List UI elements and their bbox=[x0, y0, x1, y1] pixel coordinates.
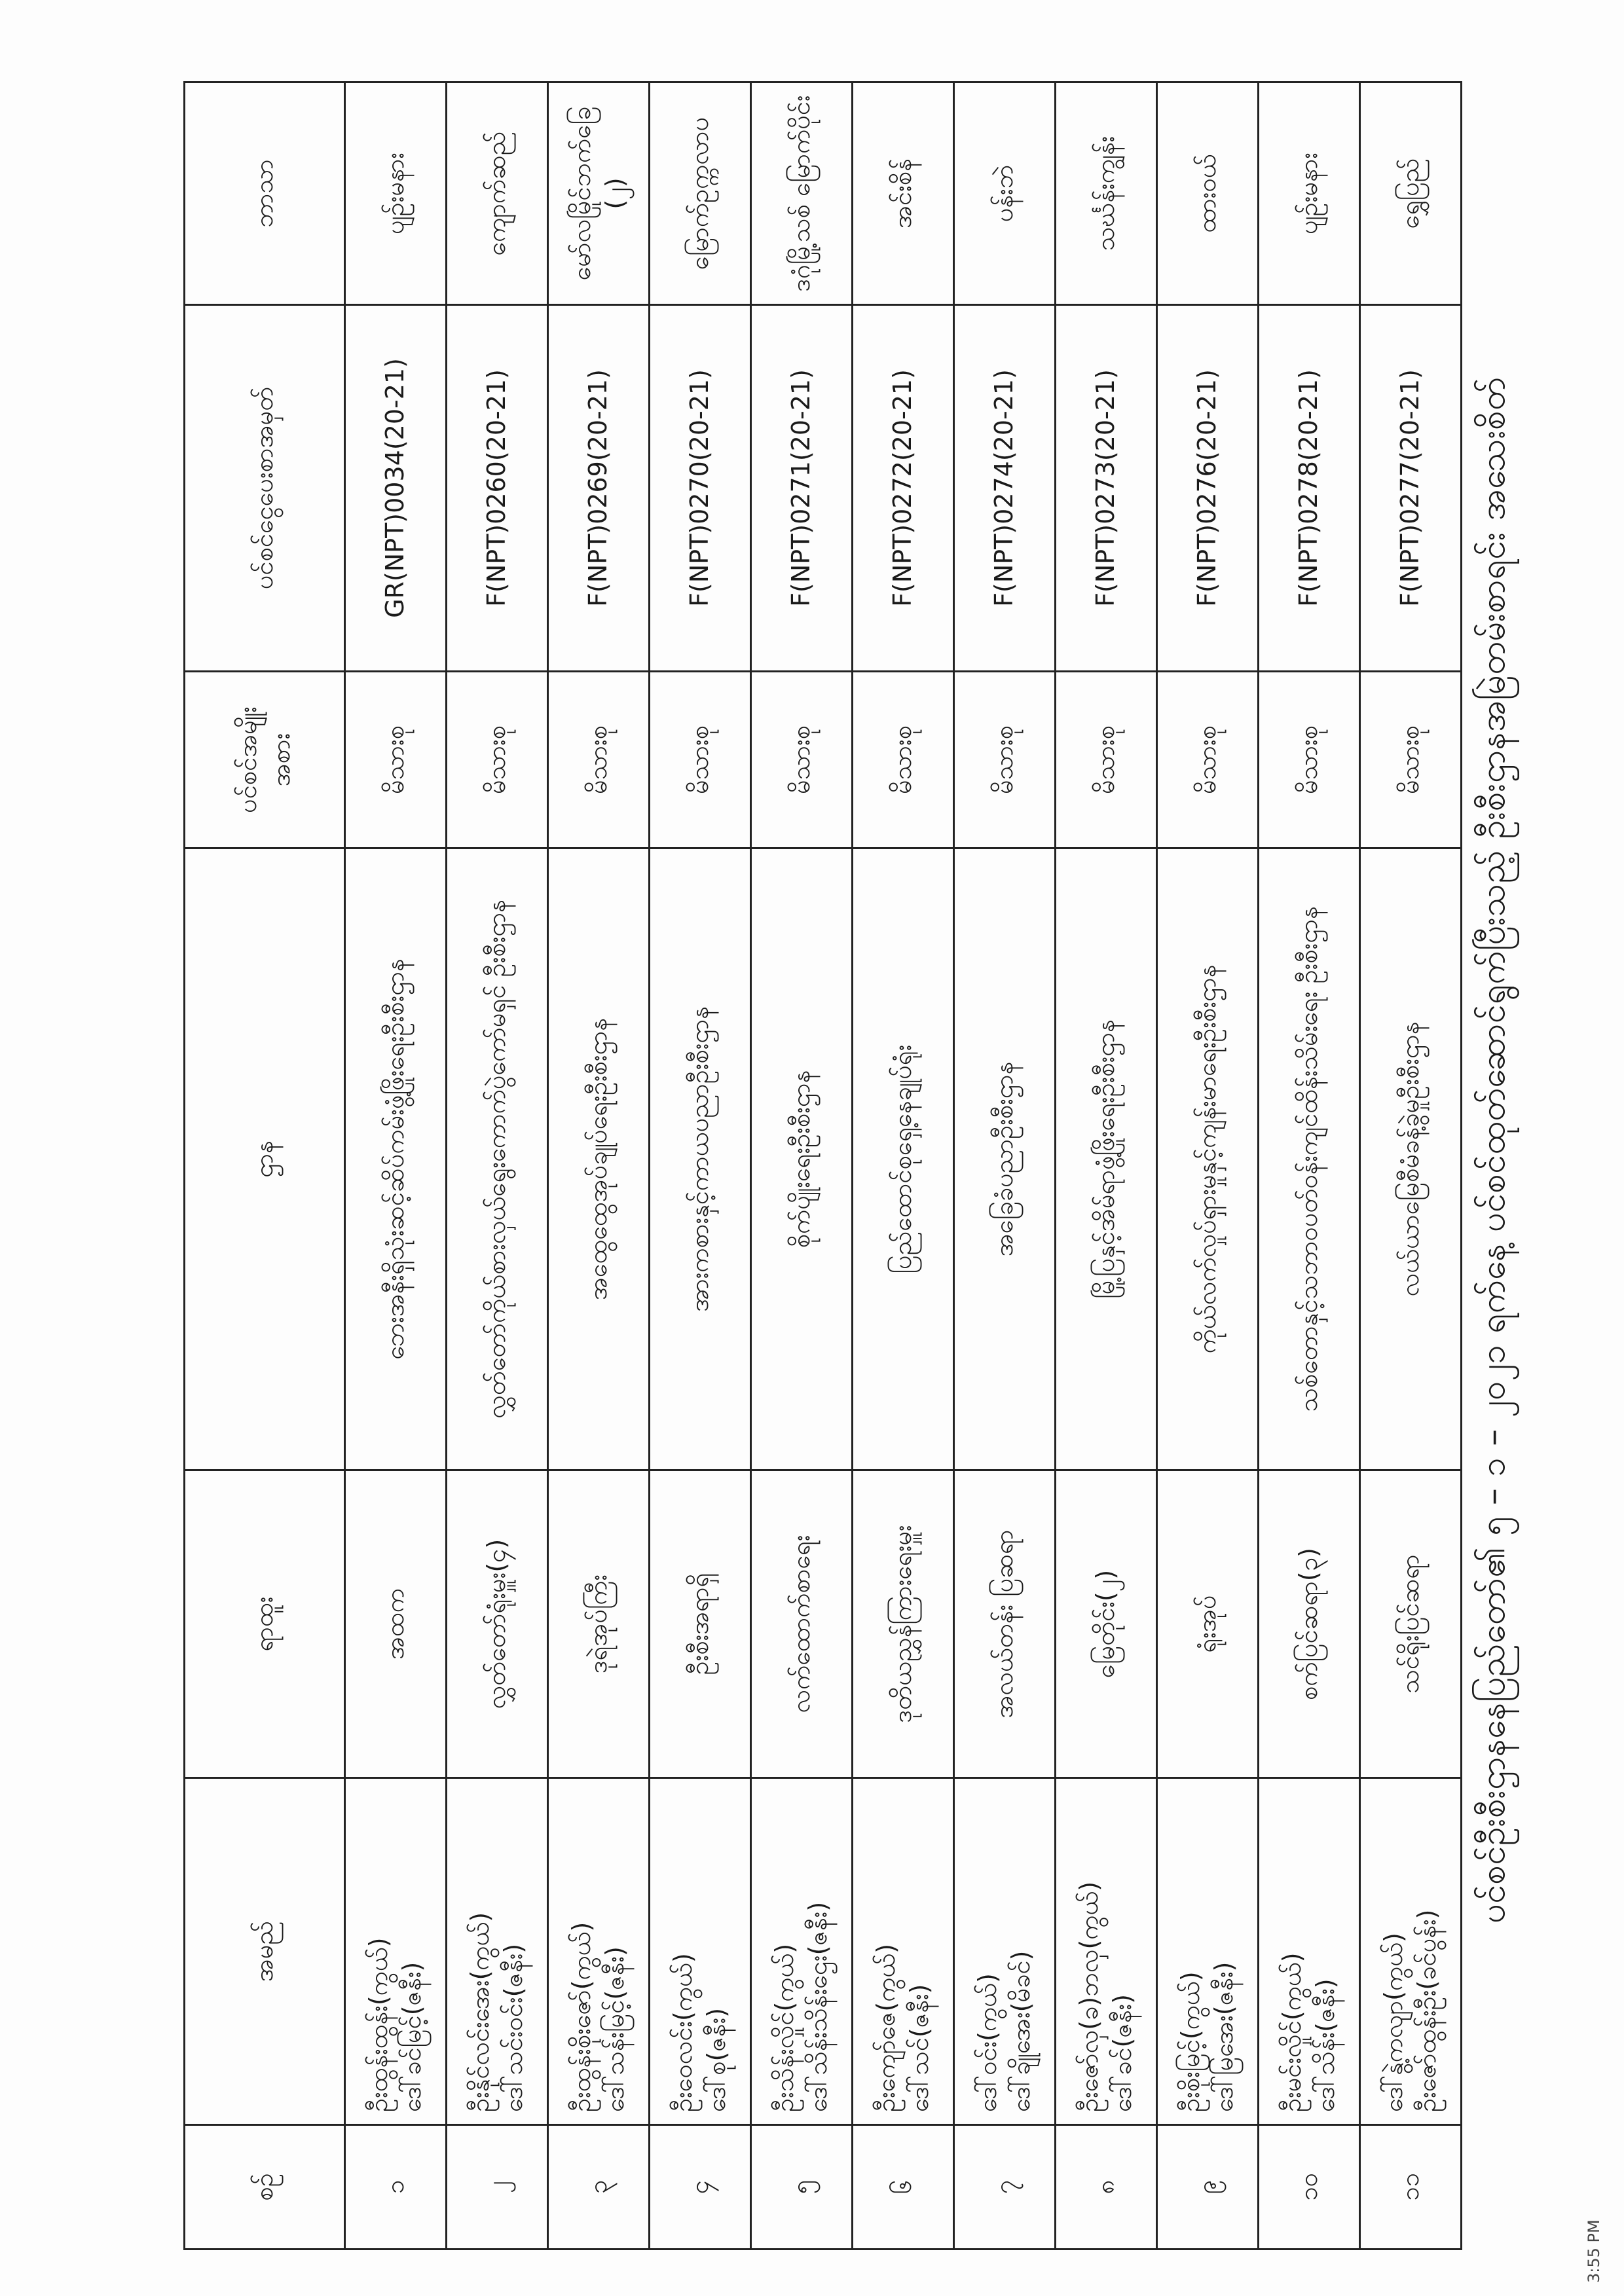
table-row bbox=[1259, 82, 1360, 2250]
cell-subject: မော်လမြိုင်ဘက်ခြေ (၂) bbox=[548, 82, 650, 305]
table-row bbox=[853, 82, 954, 2250]
name-line-1: ဦးထွန်းထွန်း(ကွယ်) bbox=[363, 1937, 393, 2112]
cell-no: ၃ bbox=[548, 2125, 650, 2250]
name-line-2: ဒေါ်သင်းဝင်း(ဇနီး) bbox=[499, 1943, 528, 2112]
cell-position: လွှတ်တော်ရုံးမှူး(၄) bbox=[447, 1470, 548, 1778]
cell-position: လက်ထောက်စာရေး bbox=[751, 1470, 853, 1778]
cell-position: စက်ပြင်ဆရာ(၃) bbox=[1259, 1470, 1360, 1778]
cell-name bbox=[447, 1778, 548, 2125]
name-line-1: ဦးဇော်လှ(ခ)ဘလှ(ကွယ်) bbox=[1074, 1881, 1103, 2112]
cell-school: အထွေထွေအုပ်ချုပ်ရေးဦးစီးဌာန bbox=[548, 848, 650, 1470]
header-name: အမည် bbox=[185, 1778, 345, 2125]
cell-type: မိသားစု bbox=[1360, 672, 1462, 848]
cell-cert: F(NPT)0271(20-21) bbox=[751, 305, 853, 672]
cell-name bbox=[548, 1778, 650, 2125]
name-line-1: ဦးနိုင်လင်းအေး(ကွယ်) bbox=[465, 1912, 494, 2112]
cell-subject: အင်းစိန် bbox=[853, 82, 954, 305]
name-line-2: ဒေါ်ချိုအေး(မိခင်) bbox=[1006, 1950, 1035, 2112]
cell-school: ကိုယ်လက်လှုပ်ရှားမှုနှင့်ကျန်းမာရေးဦးစီးဌာန bbox=[1157, 848, 1259, 1470]
cell-no: ၈ bbox=[1056, 2125, 1157, 2250]
cell-type: မိသားစု bbox=[1056, 672, 1157, 848]
cell-type: မိသားစု bbox=[1157, 672, 1259, 848]
cell-cert: GR(NPT)0034(20-21) bbox=[345, 305, 447, 672]
header-cert: ပင်စင်ငွေပေးစာအမှတ် bbox=[185, 305, 345, 672]
document-title: ပင်စင်ဦးစီးဌာနနေပြည်တော်၏ ၅ – ၁ – ၂၀၂၁ ရက်နေ့ ပင်စင်ထုတ်ဆောင်ရွက်ပြီးသည့် ဦးစီးဌာနအမြဲတမ်းစာရင်း အသေးစိတ် bbox=[1473, 376, 1513, 1924]
name-line-1: ဒေါ်ဝင်း(ကွယ်) bbox=[972, 1973, 1002, 2112]
table-row bbox=[548, 82, 650, 2250]
cell-subject: ကျောက်ဆည် bbox=[447, 82, 548, 305]
name-line-1: ဦးထွန်းစိုးဇော်(ကွယ်) bbox=[566, 1922, 596, 2112]
header-type: ပင်စင်အမျိုးအစား bbox=[185, 672, 345, 848]
cell-position: ရုံးအုပ် bbox=[1157, 1470, 1259, 1778]
cell-position: သင်ရိုးပြင်ဆရာ bbox=[1360, 1470, 1462, 1778]
cell-name bbox=[345, 1778, 447, 2125]
cell-name bbox=[954, 1778, 1056, 2125]
cell-no: ၄ bbox=[650, 2125, 751, 2250]
cell-subject: ရွှေပြည် bbox=[1360, 82, 1462, 305]
cell-cert: F(NPT)0277(20-21) bbox=[1360, 305, 1462, 672]
name-line-2: ဒေါ်သန်းမြင့်(ဇနီး) bbox=[600, 1946, 629, 2112]
cell-name bbox=[1259, 1778, 1360, 2125]
table-row bbox=[1157, 82, 1259, 2250]
cell-position: အလယ်တန်း ပြဆရာ bbox=[954, 1470, 1056, 1778]
table-row bbox=[1360, 82, 1462, 2250]
name-line-2: ဒေါ်မြအေး(ဇနီး) bbox=[1209, 1961, 1238, 2112]
cell-cert: F(NPT)0270(20-21) bbox=[650, 305, 751, 672]
cell-type: မိသားစု bbox=[853, 672, 954, 848]
print-timestamp: 3:55 PM bbox=[1585, 2219, 1603, 2283]
header-school: ဌာန bbox=[185, 848, 345, 1470]
cell-no: ၆ bbox=[853, 2125, 954, 2250]
cell-name bbox=[853, 1778, 954, 2125]
table-header-row bbox=[185, 82, 345, 2250]
cell-school: လယ်ယာမြေစီမံခန့်ခွဲမှုဦးစီးဌာန bbox=[1360, 848, 1462, 1470]
cell-subject: မြောက်ဥက္ကလာပ bbox=[650, 82, 751, 305]
name-line-1: ဦးစိုးမြင့်(ကွယ်) bbox=[1175, 1971, 1205, 2112]
table-row bbox=[1056, 82, 1157, 2250]
cell-name bbox=[1360, 1778, 1462, 2125]
cell-no: ၅ bbox=[751, 2125, 853, 2250]
cell-type: မိသားစု bbox=[447, 672, 548, 848]
cell-subject: ပျဉ်းမနား bbox=[345, 82, 447, 305]
cell-school: ပြည်ထောင်စုရှေ့နေချုပ်ရုံး bbox=[853, 848, 954, 1470]
table-row bbox=[751, 82, 853, 2250]
cell-no: ၂ bbox=[447, 2125, 548, 2250]
table-row bbox=[345, 82, 447, 2250]
header-subject: ဘာသာ bbox=[185, 82, 345, 305]
cell-cert: F(NPT)0269(20-21) bbox=[548, 305, 650, 672]
cell-name bbox=[650, 1778, 751, 2125]
cell-cert: F(NPT)0278(20-21) bbox=[1259, 305, 1360, 672]
name-line-2: ဒေါ်စု(ဇနီး) bbox=[702, 2007, 731, 2112]
cell-type: မိသားစု bbox=[650, 672, 751, 848]
cell-school: အခြေခံပညာဦးစီးဌာန bbox=[954, 848, 1056, 1470]
cell-no: ၇ bbox=[954, 2125, 1056, 2250]
cell-position: ဒုတိယညွှန်ကြားရေးမှူး bbox=[853, 1470, 954, 1778]
cell-position: ဦးစီးအရာရှိ bbox=[650, 1470, 751, 1778]
cell-position: ဒုရဲအုပ်ကြီး bbox=[548, 1470, 650, 1778]
cell-type: မိသားစု bbox=[1259, 672, 1360, 848]
name-line-2: ဒေါ်သိန်းသိန်းဌေး(ဇနီး) bbox=[803, 1901, 832, 2112]
cell-cert: F(NPT)0260(20-21) bbox=[447, 305, 548, 672]
cell-no: ၁၁ bbox=[1360, 2125, 1462, 2250]
table-row bbox=[954, 82, 1056, 2250]
header-no: စဉ် bbox=[185, 2125, 345, 2250]
header-position: ရာထူး bbox=[185, 1470, 345, 1778]
cell-position: အထက bbox=[345, 1470, 447, 1778]
cell-no: ၉ bbox=[1157, 2125, 1259, 2250]
cell-cert: F(NPT)0276(20-21) bbox=[1157, 305, 1259, 672]
cell-subject: ထားဝယ် bbox=[1157, 82, 1259, 305]
table-row bbox=[650, 82, 751, 2250]
cell-cert: F(NPT)0273(20-21) bbox=[1056, 305, 1157, 672]
cell-subject: ပန်းဘဲ bbox=[954, 82, 1056, 305]
cell-cert: F(NPT)0274(20-21) bbox=[954, 305, 1056, 672]
cell-type: မိသားစု bbox=[751, 672, 853, 848]
cell-school: သစ်တောနှင့်သဘာဝပတ်ဝန်းကျင်ထိန်းသိမ်းရေး ဦးစီးဌာန bbox=[1259, 848, 1360, 1470]
cell-no: ၁၀ bbox=[1259, 2125, 1360, 2250]
cell-name bbox=[1056, 1778, 1157, 2125]
name-line-1: ဦးဝေလင်း(ကွယ်) bbox=[668, 1953, 697, 2112]
name-line-1: ဦးသိန်းလှိုင်(ကွယ်) bbox=[769, 1943, 799, 2112]
name-line-1: ဒေါ်နွဲ့ကလျာ(ကွယ်) bbox=[1378, 1933, 1408, 2112]
cell-name bbox=[1157, 1778, 1259, 2125]
cell-school: အားကစားနှင့်ကာယပညာဦးစီးဌာန bbox=[650, 848, 751, 1470]
cell-school: လွှတ်တော်ကိုယ်စားလှယ်ရွေးကောက်ပွဲကော်မရှင် ဦးစီးဌာန bbox=[447, 848, 548, 1470]
pension-register-table bbox=[183, 81, 1462, 2250]
cell-type: မိသားစု bbox=[345, 672, 447, 848]
table-row bbox=[447, 82, 548, 2250]
cell-subject: သင်္ဃန်းကျွန်း bbox=[1056, 82, 1157, 305]
cell-type: မိသားစု bbox=[954, 672, 1056, 848]
name-line-2: ဒေါ်ခင်မြင့်(ဇနီး) bbox=[397, 1961, 426, 2112]
name-line-2: ဒေါ်ခင်(ဇနီး) bbox=[1108, 1994, 1137, 2112]
cell-school: ဘေးအနီးရှိသုံးဆင့်ဆိပ်ကမ်းဖွံ့ဖြိုးရေးဦးစီးဌာန bbox=[345, 848, 447, 1470]
cell-subject: ပျဉ်းမနား bbox=[1259, 82, 1360, 305]
name-line-2: ဦးဇော်ထွန်းဦး(ခင်ပွန်း) bbox=[1412, 1909, 1441, 2112]
cell-no: ၁ bbox=[345, 2125, 447, 2250]
cell-type: မိသားစု bbox=[548, 672, 650, 848]
cell-school: စိုက်ပျိုးရေးဦးစီးဌာန bbox=[751, 848, 853, 1470]
cell-subject: ဒဂုံမြို့သစ် မြောက်ပိုင်း bbox=[751, 82, 853, 305]
cell-name bbox=[751, 1778, 853, 2125]
name-line-2: ဒေါ်သိန်း(ဇနီး) bbox=[1311, 1978, 1340, 2112]
cell-cert: F(NPT)0272(20-21) bbox=[853, 305, 954, 672]
name-line-2: ဒေါ်သင်(ဇနီး) bbox=[905, 1984, 934, 2112]
cell-school: မြို့ပြနှင့်အိမ်ရာဖွံ့ဖြိုးရေးဦးစီးဌာန bbox=[1056, 848, 1157, 1470]
name-line-1: ဦးကျော်ဇေ(ကွယ်) bbox=[871, 1943, 900, 2112]
name-line-1: ဦးမင်းလှိုင်(ကွယ်) bbox=[1277, 1952, 1306, 2112]
cell-position: မြေတိုင်း(၂) bbox=[1056, 1470, 1157, 1778]
